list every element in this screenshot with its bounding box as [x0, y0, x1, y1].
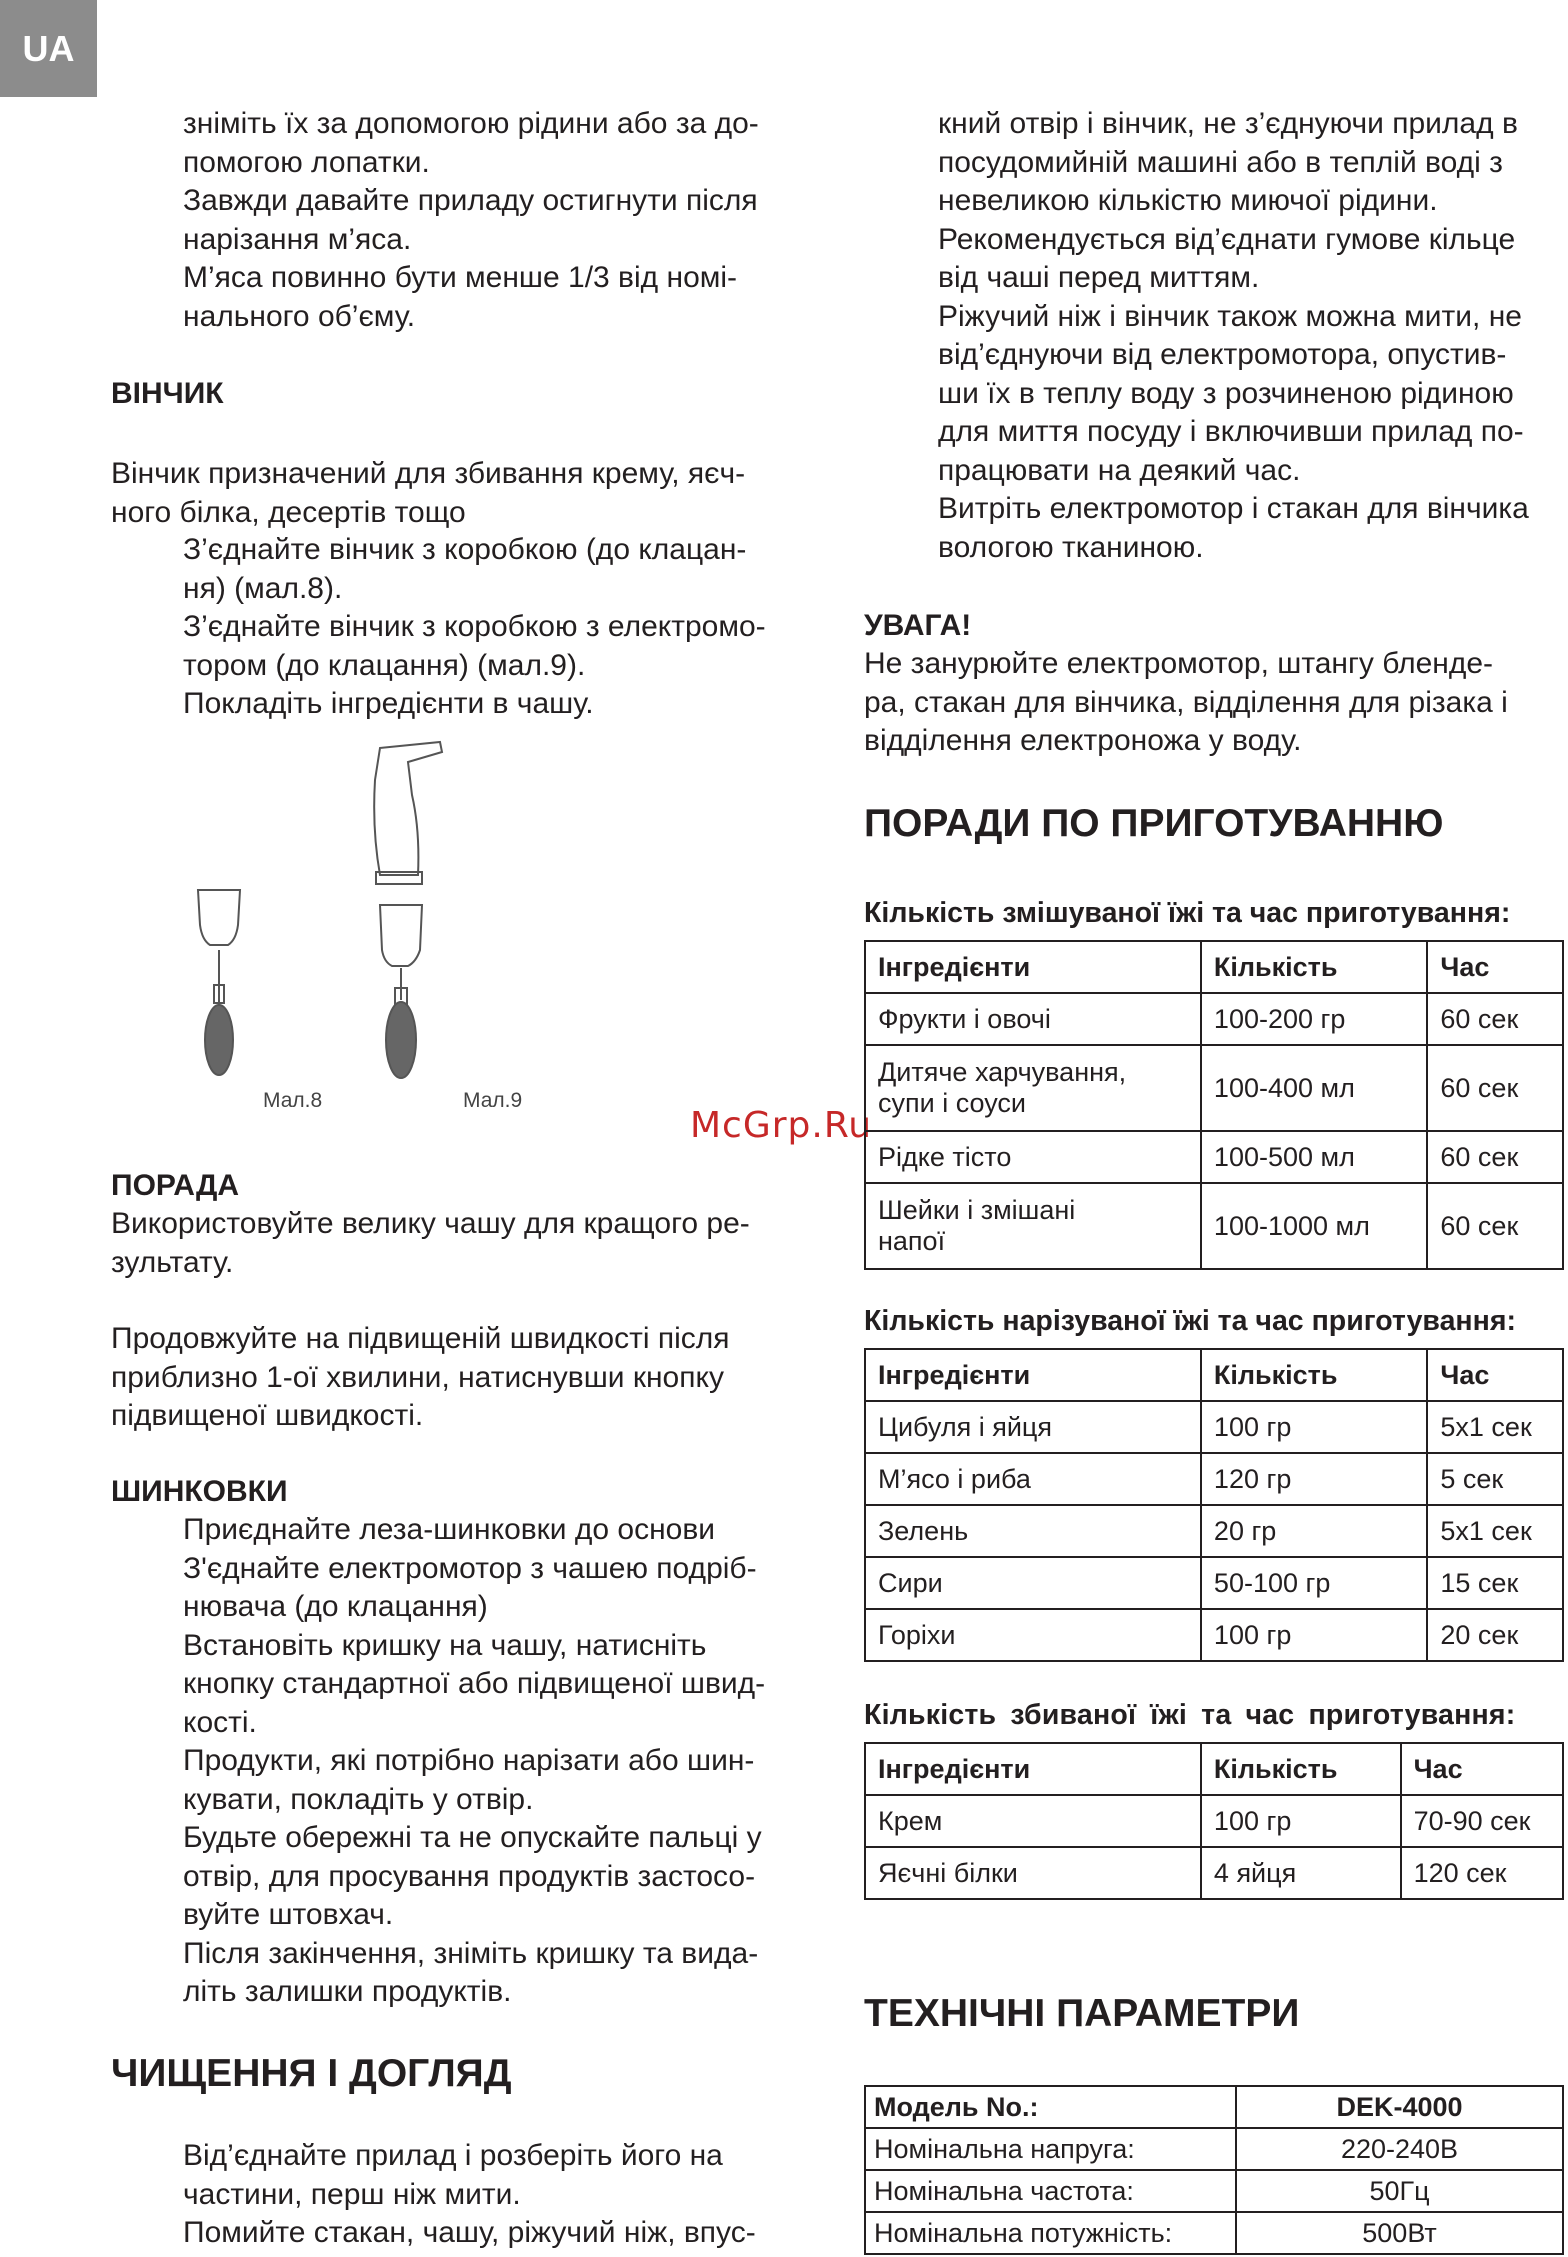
text-line: кувати, покладіть у отвір. — [183, 1782, 534, 1816]
language-tab: UA — [0, 0, 97, 97]
mix-table-wrap — [864, 940, 1564, 1270]
cleaning-continued — [864, 105, 1564, 567]
table-cell: 5x1 сек — [1427, 1401, 1563, 1453]
table-row — [865, 1609, 1563, 1661]
table-cell: Зелень — [865, 1505, 1201, 1557]
tech-params-heading: ТЕХНІЧНІ ПАРАМЕТРИ — [864, 1992, 1300, 2035]
text-line: Не занурюйте електромотор, штангу бленде- — [864, 647, 1494, 680]
cut-table-wrap — [864, 1348, 1564, 1662]
mix-table — [864, 940, 1564, 1270]
fig-label-9: Мал.9 — [463, 1089, 523, 1112]
table-cell: 60 сек — [1427, 993, 1563, 1045]
text-line: Продовжуйте на підвищеній швидкості після — [111, 1322, 730, 1355]
table-row — [865, 2212, 1563, 2254]
text-line: помогою лопатки. — [183, 145, 430, 179]
tip-text — [111, 1205, 811, 1282]
text-line: Встановіть кришку на чашу, натисніть — [183, 1628, 707, 1662]
table-row — [865, 1847, 1563, 1899]
text-line: підвищеної швидкості. — [111, 1399, 424, 1432]
text-line: Ріжучий ніж і вінчик також можна мити, не — [938, 299, 1522, 333]
table-row — [865, 1131, 1563, 1183]
clean-steps — [111, 2137, 811, 2253]
text-line: Приєднайте леза-шинковки до основи — [183, 1513, 716, 1546]
model-number: DEK-4000 — [1236, 2086, 1563, 2128]
table-row — [865, 1453, 1563, 1505]
text-line: Вінчик призначений для збивання крему, яєч- — [111, 457, 746, 490]
text-line: зультату. — [111, 1245, 234, 1279]
whisk-heading: ВІНЧИК — [111, 377, 224, 410]
text-line: Помийте стакан, чашу, ріжучий ніж, впус- — [183, 2216, 756, 2249]
table-cell: 100-200 гр — [1201, 993, 1427, 1045]
text-line: працювати на деякий час. — [938, 453, 1301, 487]
table-cell: 120 гр — [1201, 1453, 1427, 1505]
whip-table-wrap — [864, 1742, 1564, 1900]
text-line: приблизно 1-ої хвилини, натиснувши кнопку — [111, 1360, 724, 1394]
table-cell: Рідке тісто — [865, 1131, 1201, 1183]
table-cell: 50Гц — [1236, 2170, 1563, 2212]
table-cell: Крем — [865, 1795, 1201, 1847]
table-row — [865, 2170, 1563, 2212]
text-line: нального об’єму. — [183, 299, 416, 333]
table-cell: 60 сек — [1427, 1131, 1563, 1183]
text-line: Будьте обережні та не опускайте пальці у — [183, 1821, 762, 1854]
text-line: кості. — [183, 1705, 257, 1739]
text-line: ного білка, десертів тощо — [111, 495, 466, 529]
table-cell: 20 гр — [1201, 1505, 1427, 1557]
table-cell: 500Вт — [1236, 2212, 1563, 2254]
table-header-row — [865, 2086, 1563, 2128]
cut-table-caption: Кількість нарізуваної їжі та час приготування: — [864, 1305, 1516, 1337]
chop-heading: ШИНКОВКИ — [111, 1475, 288, 1508]
whip-table-caption: Кількість збиваної їжі та час приготування: — [864, 1699, 1516, 1731]
table-row — [865, 1045, 1563, 1131]
table-cell: 5x1 сек — [1427, 1505, 1563, 1557]
text-line: посудомийній машині або в теплій воді з — [938, 145, 1503, 179]
tip-heading: ПОРАДА — [111, 1169, 240, 1202]
table-cell: 5 сек — [1427, 1453, 1563, 1505]
table-header-cell: Інгредієнти — [865, 941, 1201, 993]
table-cell: 100-500 мл — [1201, 1131, 1427, 1183]
table-cell: 120 сек — [1401, 1847, 1563, 1899]
table-header-cell: Інгредієнти — [865, 1743, 1201, 1795]
table-cell: 60 сек — [1427, 1045, 1563, 1131]
text-line: Після закінчення, зніміть кришку та вида- — [183, 1936, 759, 1970]
text-line: Завжди давайте приладу остигнути після — [183, 184, 758, 217]
text-line: вологою тканиною. — [938, 530, 1204, 564]
text-line: невеликою кількістю миючої рідини. — [938, 184, 1438, 217]
table-cell: 60 сек — [1427, 1183, 1563, 1269]
text-line: тором (до клацання) (мал.9). — [183, 648, 586, 682]
warning-text — [864, 645, 1564, 761]
whisk-drawing — [180, 740, 560, 1120]
table-row — [865, 1401, 1563, 1453]
table-header-row — [865, 941, 1563, 993]
table-cell: Дитяче харчування, супи і соуси — [865, 1045, 1201, 1131]
table-row — [865, 2128, 1563, 2170]
text-line: кнопку стандартної або підвищеної швид- — [183, 1667, 766, 1700]
text-line: частини, перш ніж мити. — [183, 2177, 521, 2211]
clean-heading: ЧИЩЕННЯ І ДОГЛЯД — [111, 2052, 512, 2095]
table-header-cell: Інгредієнти — [865, 1349, 1201, 1401]
table-header-cell: Кількість — [1201, 1743, 1401, 1795]
text-line: Продукти, які потрібно нарізати або шин- — [183, 1744, 755, 1777]
text-line: Використовуйте велику чашу для кращого ре- — [111, 1207, 750, 1240]
spec-table-wrap — [864, 2085, 1564, 2255]
table-cell: 100 гр — [1201, 1401, 1427, 1453]
text-line: Витріть електромотор і стакан для вінчика — [938, 492, 1529, 525]
text-line: літь залишки продуктів. — [183, 1975, 512, 2008]
whisk-illustration — [180, 740, 560, 1120]
table-row — [865, 1183, 1563, 1269]
text-line: Рекомендується від’єднати гумове кільце — [938, 222, 1516, 256]
table-row — [865, 1557, 1563, 1609]
warning-heading: УВАГА! — [864, 609, 972, 642]
table-cell: 20 сек — [1427, 1609, 1563, 1661]
text-line: М’яса повинно бути менше 1/3 від номі- — [183, 261, 738, 294]
tip-text-2 — [111, 1320, 811, 1436]
text-line: ши їх в теплу воду з розчиненою рідиною — [938, 376, 1514, 410]
table-header-cell: Час — [1427, 1349, 1563, 1401]
table-cell: 100-400 мл — [1201, 1045, 1427, 1131]
table-header-row — [865, 1349, 1563, 1401]
whisk-description — [111, 455, 811, 532]
watermark: McGrp.Ru — [690, 1105, 873, 1146]
table-header-cell: Час — [1401, 1743, 1563, 1795]
text-line: Покладіть інгредієнти в чашу. — [183, 687, 594, 720]
text-line: зніміть їх за допомогою рідини або за до- — [183, 107, 759, 140]
fig-label-8: Мал.8 — [263, 1089, 323, 1112]
table-cell: Цибуля і яйця — [865, 1401, 1201, 1453]
text-line: Від’єднайте прилад і розберіть його на — [183, 2139, 723, 2172]
table-cell: Номінальна напруга: — [865, 2128, 1236, 2170]
text-line: З'єднайте електромотор з чашею подріб- — [183, 1551, 757, 1585]
text-line: нарізання м’яса. — [183, 222, 412, 256]
text-line: отвір, для просування продуктів застосо- — [183, 1859, 756, 1893]
text-line: ня) (мал.8). — [183, 571, 343, 605]
table-cell: 50-100 гр — [1201, 1557, 1427, 1609]
table-cell: М’ясо і риба — [865, 1453, 1201, 1505]
table-cell: Номінальна частота: — [865, 2170, 1236, 2212]
text-line: нювача (до клацання) — [183, 1590, 488, 1623]
table-cell: 15 сек — [1427, 1557, 1563, 1609]
table-header-cell: Модель No.: — [865, 2086, 1236, 2128]
table-row — [865, 1795, 1563, 1847]
chop-steps — [111, 1511, 811, 2012]
mix-table-caption: Кількість змішуваної їжі та час приготування: — [864, 897, 1511, 929]
table-header-cell: Кількість — [1201, 941, 1427, 993]
text-line: З’єднайте вінчик з коробкою з електромо- — [183, 610, 766, 643]
cut-table — [864, 1348, 1564, 1662]
text-line: відділення електроножа у воду. — [864, 724, 1302, 757]
table-header-cell: Час — [1427, 941, 1563, 993]
whisk-steps — [111, 531, 811, 724]
whip-table — [864, 1742, 1564, 1900]
table-cell: 100 гр — [1201, 1795, 1401, 1847]
text-line: від чаші перед миттям. — [938, 261, 1260, 294]
text-line: ра, стакан для вінчика, відділення для різака і — [864, 685, 1508, 719]
text-line: кний отвір і вінчик, не з’єднуючи прилад в — [938, 107, 1518, 140]
table-cell: Номінальна потужність: — [865, 2212, 1236, 2254]
table-cell: 220-240В — [1236, 2128, 1563, 2170]
spec-table — [864, 2085, 1564, 2255]
table-row — [865, 993, 1563, 1045]
text-line: З’єднайте вінчик з коробкою (до клацан- — [183, 533, 747, 566]
table-cell: Сири — [865, 1557, 1201, 1609]
table-cell: 100-1000 мл — [1201, 1183, 1427, 1269]
table-cell: Горіхи — [865, 1609, 1201, 1661]
table-header-cell: Кількість — [1201, 1349, 1427, 1401]
table-cell: Шейки і змішані напої — [865, 1183, 1201, 1269]
text-line: вуйте штовхач. — [183, 1898, 394, 1931]
table-cell: 70-90 сек — [1401, 1795, 1563, 1847]
table-cell: Фрукти і овочі — [865, 993, 1201, 1045]
table-cell: 100 гр — [1201, 1609, 1427, 1661]
table-cell: 4 яйця — [1201, 1847, 1401, 1899]
intro-text — [111, 105, 811, 336]
text-line: від’єднуючи від електромотора, опустив- — [938, 338, 1507, 371]
table-header-row — [865, 1743, 1563, 1795]
table-row — [865, 1505, 1563, 1557]
cooking-tips-heading: ПОРАДИ ПО ПРИГОТУВАННЮ — [864, 802, 1444, 845]
text-line: для миття посуду і включивши прилад по- — [938, 415, 1524, 448]
table-cell: Яєчні білки — [865, 1847, 1201, 1899]
